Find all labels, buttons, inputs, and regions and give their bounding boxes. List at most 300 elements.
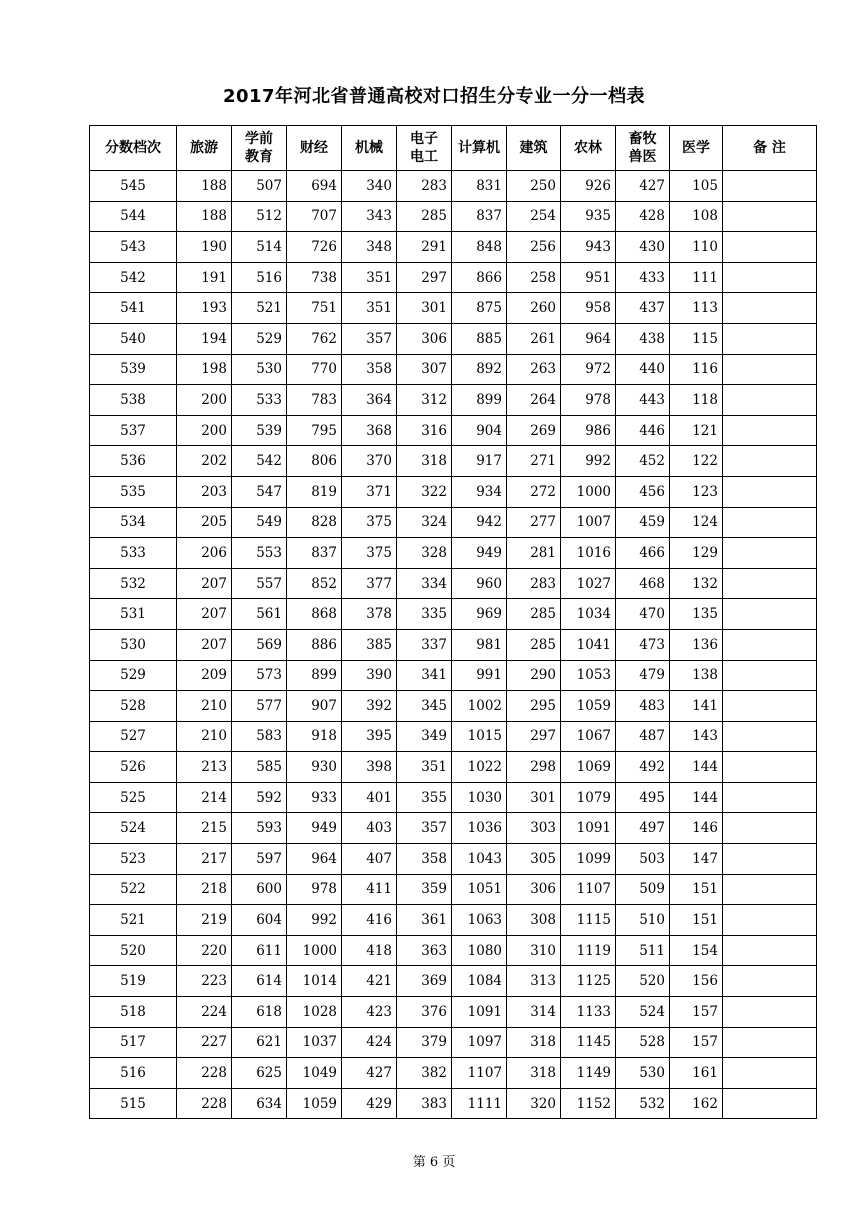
remark-cell: [723, 171, 817, 202]
value-cell: 351: [342, 293, 397, 324]
value-cell: 1097: [452, 1027, 507, 1058]
value-cell: 261: [507, 323, 561, 354]
value-cell: 122: [670, 446, 723, 477]
value-cell: 510: [616, 905, 670, 936]
table-row: [90, 599, 817, 630]
value-cell: 375: [342, 507, 397, 538]
value-cell: 335: [397, 599, 452, 630]
remark-cell: [723, 262, 817, 293]
table-row: [90, 415, 817, 446]
value-cell: 1022: [452, 752, 507, 783]
value-cell: 401: [342, 782, 397, 813]
value-cell: 1115: [561, 905, 616, 936]
score-cell: 532: [90, 568, 177, 599]
value-cell: 561: [232, 599, 287, 630]
value-cell: 124: [670, 507, 723, 538]
value-cell: 157: [670, 1027, 723, 1058]
remark-cell: [723, 813, 817, 844]
value-cell: 430: [616, 232, 670, 263]
value-cell: 972: [561, 354, 616, 385]
score-cell: 521: [90, 905, 177, 936]
remark-cell: [723, 844, 817, 875]
value-cell: 213: [177, 752, 232, 783]
value-cell: 1059: [287, 1088, 342, 1119]
value-cell: 828: [287, 507, 342, 538]
value-cell: 470: [616, 599, 670, 630]
value-cell: 269: [507, 415, 561, 446]
value-cell: 306: [507, 874, 561, 905]
table-row: [90, 660, 817, 691]
value-cell: 1053: [561, 660, 616, 691]
value-cell: 917: [452, 446, 507, 477]
value-cell: 151: [670, 874, 723, 905]
value-cell: 951: [561, 262, 616, 293]
value-cell: 340: [342, 171, 397, 202]
value-cell: 254: [507, 201, 561, 232]
score-cell: 523: [90, 844, 177, 875]
header-score-level: 分数档次: [90, 126, 177, 171]
value-cell: 1007: [561, 507, 616, 538]
value-cell: 363: [397, 935, 452, 966]
value-cell: 368: [342, 415, 397, 446]
value-cell: 899: [287, 660, 342, 691]
value-cell: 530: [232, 354, 287, 385]
value-cell: 1091: [561, 813, 616, 844]
score-cell: 534: [90, 507, 177, 538]
table-row: [90, 568, 817, 599]
value-cell: 215: [177, 813, 232, 844]
value-cell: 949: [452, 538, 507, 569]
value-cell: 228: [177, 1058, 232, 1089]
value-cell: 958: [561, 293, 616, 324]
value-cell: 113: [670, 293, 723, 324]
value-cell: 256: [507, 232, 561, 263]
value-cell: 960: [452, 568, 507, 599]
value-cell: 285: [507, 599, 561, 630]
score-cell: 543: [90, 232, 177, 263]
value-cell: 943: [561, 232, 616, 263]
value-cell: 258: [507, 262, 561, 293]
value-cell: 770: [287, 354, 342, 385]
value-cell: 135: [670, 599, 723, 630]
value-cell: 398: [342, 752, 397, 783]
value-cell: 376: [397, 997, 452, 1028]
value-cell: 297: [507, 721, 561, 752]
value-cell: 1069: [561, 752, 616, 783]
page-title: 2017年河北省普通高校对口招生分专业一分一档表: [222, 86, 646, 107]
remark-cell: [723, 599, 817, 630]
value-cell: 1059: [561, 691, 616, 722]
value-cell: 123: [670, 476, 723, 507]
value-cell: 143: [670, 721, 723, 752]
value-cell: 314: [507, 997, 561, 1028]
value-cell: 487: [616, 721, 670, 752]
value-cell: 1049: [287, 1058, 342, 1089]
value-cell: 866: [452, 262, 507, 293]
value-cell: 507: [232, 171, 287, 202]
value-cell: 992: [561, 446, 616, 477]
header-electronics: 电子 电工: [397, 126, 452, 171]
value-cell: 1037: [287, 1027, 342, 1058]
value-cell: 573: [232, 660, 287, 691]
header-medicine: 医学: [670, 126, 723, 171]
value-cell: 328: [397, 538, 452, 569]
value-cell: 1152: [561, 1088, 616, 1119]
value-cell: 357: [397, 813, 452, 844]
value-cell: 557: [232, 568, 287, 599]
header-agriculture: 农林: [561, 126, 616, 171]
value-cell: 1145: [561, 1027, 616, 1058]
value-cell: 295: [507, 691, 561, 722]
value-cell: 427: [342, 1058, 397, 1089]
score-cell: 520: [90, 935, 177, 966]
value-cell: 361: [397, 905, 452, 936]
value-cell: 521: [232, 293, 287, 324]
value-cell: 621: [232, 1027, 287, 1058]
value-cell: 207: [177, 629, 232, 660]
value-cell: 446: [616, 415, 670, 446]
value-cell: 1051: [452, 874, 507, 905]
remark-cell: [723, 476, 817, 507]
value-cell: 227: [177, 1027, 232, 1058]
value-cell: 429: [342, 1088, 397, 1119]
value-cell: 795: [287, 415, 342, 446]
value-cell: 528: [616, 1027, 670, 1058]
value-cell: 1125: [561, 966, 616, 997]
value-cell: 926: [561, 171, 616, 202]
value-cell: 194: [177, 323, 232, 354]
score-cell: 531: [90, 599, 177, 630]
value-cell: 357: [342, 323, 397, 354]
value-cell: 209: [177, 660, 232, 691]
value-cell: 121: [670, 415, 723, 446]
table-row: [90, 232, 817, 263]
remark-cell: [723, 446, 817, 477]
value-cell: 305: [507, 844, 561, 875]
value-cell: 250: [507, 171, 561, 202]
value-cell: 202: [177, 446, 232, 477]
score-cell: 519: [90, 966, 177, 997]
value-cell: 443: [616, 385, 670, 416]
value-cell: 281: [507, 538, 561, 569]
header-machinery: 机械: [342, 126, 397, 171]
value-cell: 726: [287, 232, 342, 263]
value-cell: 290: [507, 660, 561, 691]
value-cell: 115: [670, 323, 723, 354]
value-cell: 271: [507, 446, 561, 477]
value-cell: 452: [616, 446, 670, 477]
value-cell: 349: [397, 721, 452, 752]
value-cell: 301: [397, 293, 452, 324]
value-cell: 614: [232, 966, 287, 997]
score-cell: 525: [90, 782, 177, 813]
value-cell: 310: [507, 935, 561, 966]
remark-cell: [723, 507, 817, 538]
value-cell: 193: [177, 293, 232, 324]
value-cell: 272: [507, 476, 561, 507]
value-cell: 141: [670, 691, 723, 722]
value-cell: 378: [342, 599, 397, 630]
value-cell: 1030: [452, 782, 507, 813]
value-cell: 437: [616, 293, 670, 324]
value-cell: 157: [670, 997, 723, 1028]
value-cell: 385: [342, 629, 397, 660]
table-row: [90, 844, 817, 875]
value-cell: 516: [232, 262, 287, 293]
table-row: [90, 538, 817, 569]
value-cell: 492: [616, 752, 670, 783]
value-cell: 341: [397, 660, 452, 691]
value-cell: 161: [670, 1058, 723, 1089]
value-cell: 986: [561, 415, 616, 446]
value-cell: 848: [452, 232, 507, 263]
value-cell: 440: [616, 354, 670, 385]
value-cell: 334: [397, 568, 452, 599]
table-row: [90, 721, 817, 752]
value-cell: 138: [670, 660, 723, 691]
remark-cell: [723, 1088, 817, 1119]
value-cell: 1111: [452, 1088, 507, 1119]
value-cell: 318: [397, 446, 452, 477]
remark-cell: [723, 782, 817, 813]
page-number: 第 6 页: [412, 1155, 456, 1170]
value-cell: 1015: [452, 721, 507, 752]
value-cell: 224: [177, 997, 232, 1028]
value-cell: 456: [616, 476, 670, 507]
value-cell: 530: [616, 1058, 670, 1089]
score-cell: 536: [90, 446, 177, 477]
score-cell: 522: [90, 874, 177, 905]
value-cell: 306: [397, 323, 452, 354]
value-cell: 156: [670, 966, 723, 997]
value-cell: 438: [616, 323, 670, 354]
value-cell: 418: [342, 935, 397, 966]
value-cell: 427: [616, 171, 670, 202]
value-cell: 144: [670, 752, 723, 783]
value-cell: 852: [287, 568, 342, 599]
value-cell: 899: [452, 385, 507, 416]
value-cell: 351: [397, 752, 452, 783]
value-cell: 512: [232, 201, 287, 232]
table-row: [90, 813, 817, 844]
remark-cell: [723, 232, 817, 263]
value-cell: 604: [232, 905, 287, 936]
value-cell: 618: [232, 997, 287, 1028]
value-cell: 154: [670, 935, 723, 966]
table-row: [90, 293, 817, 324]
table-body: [90, 171, 817, 1119]
value-cell: 1027: [561, 568, 616, 599]
value-cell: 110: [670, 232, 723, 263]
value-cell: 358: [397, 844, 452, 875]
value-cell: 1067: [561, 721, 616, 752]
value-cell: 355: [397, 782, 452, 813]
value-cell: 539: [232, 415, 287, 446]
table-row: [90, 1058, 817, 1089]
score-cell: 524: [90, 813, 177, 844]
value-cell: 503: [616, 844, 670, 875]
value-cell: 369: [397, 966, 452, 997]
remark-cell: [723, 201, 817, 232]
value-cell: 188: [177, 201, 232, 232]
value-cell: 569: [232, 629, 287, 660]
value-cell: 390: [342, 660, 397, 691]
value-cell: 1043: [452, 844, 507, 875]
value-cell: 868: [287, 599, 342, 630]
score-cell: 540: [90, 323, 177, 354]
value-cell: 283: [397, 171, 452, 202]
score-cell: 515: [90, 1088, 177, 1119]
value-cell: 1014: [287, 966, 342, 997]
score-cell: 538: [90, 385, 177, 416]
value-cell: 322: [397, 476, 452, 507]
score-cell: 544: [90, 201, 177, 232]
value-cell: 991: [452, 660, 507, 691]
value-cell: 611: [232, 935, 287, 966]
value-cell: 885: [452, 323, 507, 354]
score-cell: 528: [90, 691, 177, 722]
value-cell: 191: [177, 262, 232, 293]
value-cell: 514: [232, 232, 287, 263]
score-cell: 526: [90, 752, 177, 783]
header-veterinary: 畜牧 兽医: [616, 126, 670, 171]
score-cell: 517: [90, 1027, 177, 1058]
value-cell: 318: [507, 1058, 561, 1089]
value-cell: 933: [287, 782, 342, 813]
value-cell: 831: [452, 171, 507, 202]
value-cell: 1133: [561, 997, 616, 1028]
value-cell: 301: [507, 782, 561, 813]
table-row: [90, 262, 817, 293]
value-cell: 297: [397, 262, 452, 293]
value-cell: 132: [670, 568, 723, 599]
value-cell: 370: [342, 446, 397, 477]
value-cell: 1000: [561, 476, 616, 507]
remark-cell: [723, 905, 817, 936]
value-cell: 207: [177, 599, 232, 630]
table-row: [90, 171, 817, 202]
value-cell: 223: [177, 966, 232, 997]
score-cell: 529: [90, 660, 177, 691]
remark-cell: [723, 293, 817, 324]
value-cell: 1079: [561, 782, 616, 813]
value-cell: 324: [397, 507, 452, 538]
value-cell: 285: [397, 201, 452, 232]
value-cell: 497: [616, 813, 670, 844]
value-cell: 264: [507, 385, 561, 416]
value-cell: 1000: [287, 935, 342, 966]
value-cell: 320: [507, 1088, 561, 1119]
value-cell: 371: [342, 476, 397, 507]
value-cell: 918: [287, 721, 342, 752]
value-cell: 533: [232, 385, 287, 416]
value-cell: 542: [232, 446, 287, 477]
value-cell: 459: [616, 507, 670, 538]
value-cell: 147: [670, 844, 723, 875]
table-row: [90, 997, 817, 1028]
value-cell: 964: [287, 844, 342, 875]
value-cell: 1063: [452, 905, 507, 936]
table-row: [90, 201, 817, 232]
value-cell: 1107: [561, 874, 616, 905]
value-cell: 151: [670, 905, 723, 936]
value-cell: 407: [342, 844, 397, 875]
value-cell: 285: [507, 629, 561, 660]
value-cell: 1084: [452, 966, 507, 997]
value-cell: 837: [287, 538, 342, 569]
remark-cell: [723, 568, 817, 599]
value-cell: 146: [670, 813, 723, 844]
table-row: [90, 1088, 817, 1119]
remark-cell: [723, 354, 817, 385]
value-cell: 1034: [561, 599, 616, 630]
value-cell: 111: [670, 262, 723, 293]
value-cell: 577: [232, 691, 287, 722]
value-cell: 377: [342, 568, 397, 599]
score-cell: 539: [90, 354, 177, 385]
value-cell: 359: [397, 874, 452, 905]
value-cell: 428: [616, 201, 670, 232]
value-cell: 190: [177, 232, 232, 263]
remark-cell: [723, 660, 817, 691]
header-tourism: 旅游: [177, 126, 232, 171]
score-cell: 530: [90, 629, 177, 660]
value-cell: 392: [342, 691, 397, 722]
table-row: [90, 323, 817, 354]
value-cell: 214: [177, 782, 232, 813]
table-row: [90, 629, 817, 660]
score-cell: 542: [90, 262, 177, 293]
header-remarks: 备 注: [723, 126, 817, 171]
value-cell: 978: [287, 874, 342, 905]
value-cell: 694: [287, 171, 342, 202]
value-cell: 343: [342, 201, 397, 232]
value-cell: 634: [232, 1088, 287, 1119]
table-row: [90, 752, 817, 783]
value-cell: 118: [670, 385, 723, 416]
remark-cell: [723, 323, 817, 354]
value-cell: 532: [616, 1088, 670, 1119]
header-finance: 财经: [287, 126, 342, 171]
remark-cell: [723, 415, 817, 446]
value-cell: 210: [177, 691, 232, 722]
value-cell: 585: [232, 752, 287, 783]
value-cell: 964: [561, 323, 616, 354]
value-cell: 416: [342, 905, 397, 936]
value-cell: 218: [177, 874, 232, 905]
score-table: [89, 125, 817, 1119]
score-cell: 541: [90, 293, 177, 324]
table-row: [90, 385, 817, 416]
value-cell: 583: [232, 721, 287, 752]
value-cell: 942: [452, 507, 507, 538]
value-cell: 136: [670, 629, 723, 660]
value-cell: 600: [232, 874, 287, 905]
value-cell: 395: [342, 721, 397, 752]
table-row: [90, 354, 817, 385]
table-row: [90, 905, 817, 936]
value-cell: 511: [616, 935, 670, 966]
value-cell: 205: [177, 507, 232, 538]
value-cell: 105: [670, 171, 723, 202]
value-cell: 298: [507, 752, 561, 783]
value-cell: 421: [342, 966, 397, 997]
remark-cell: [723, 538, 817, 569]
value-cell: 162: [670, 1088, 723, 1119]
remark-cell: [723, 966, 817, 997]
value-cell: 382: [397, 1058, 452, 1089]
value-cell: 819: [287, 476, 342, 507]
